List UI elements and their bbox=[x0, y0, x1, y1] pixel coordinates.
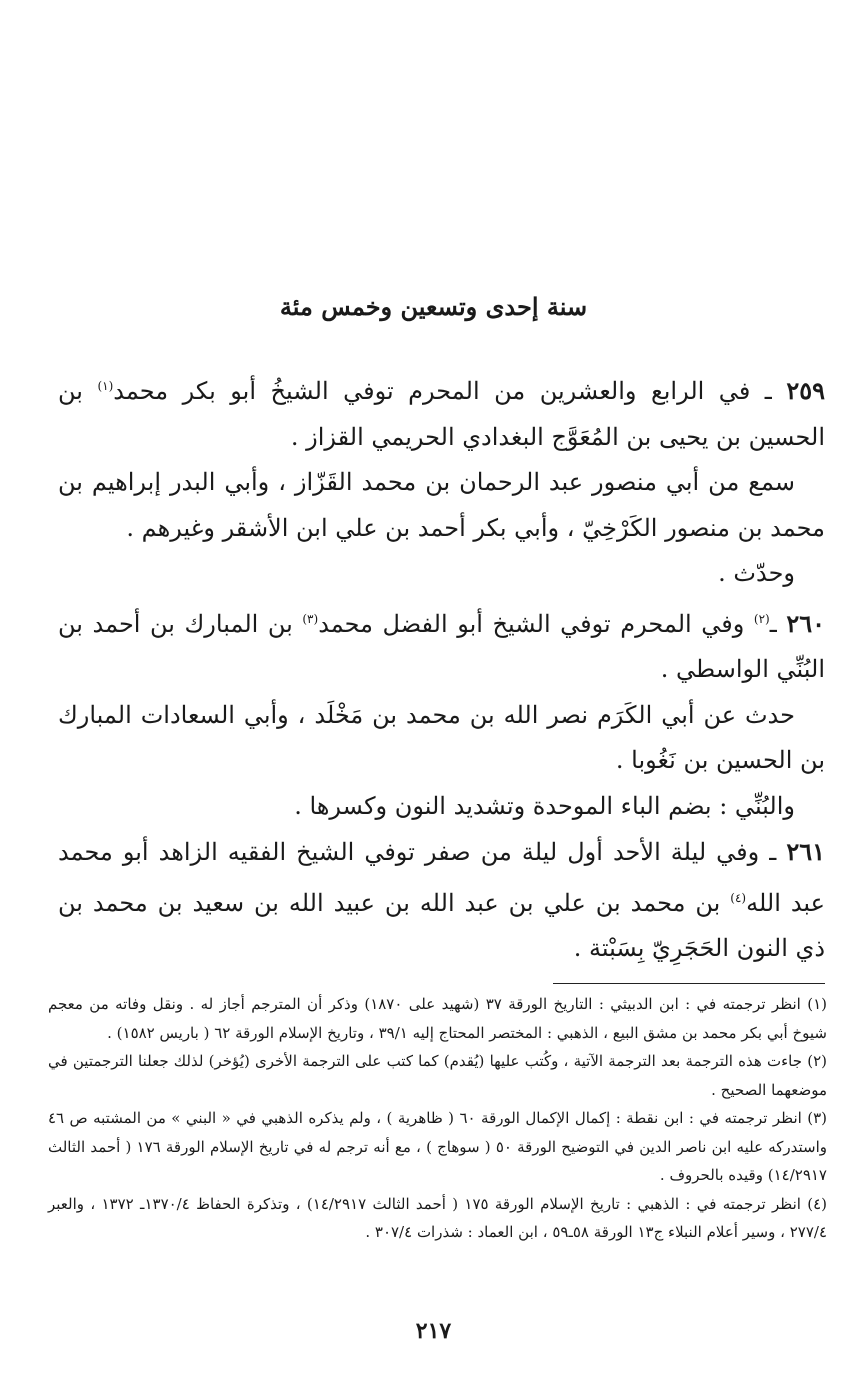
footnote-ref: (١) bbox=[97, 379, 114, 393]
entry-text: بن محمد بن علي بن عبد الله بن عبيد الله بن سعيد بن محمد بن ذي النون الحَجَرِيّ بِسَبْتة . bbox=[58, 888, 825, 962]
entry-260-paragraph-1: ٢٦٠ ـ$^{(٢)}$ وفي المحرم توفي الشيخ أبو الفضل محمد$^{(٣)}$ بن المبارك بن أحمد بن البُنِّي الواسطي . bbox=[58, 608, 825, 683]
entry-number: ٢٦١ bbox=[786, 837, 825, 866]
entry-261-paragraph-1 bbox=[58, 829, 825, 972]
entry-text: بن الحسين بن يحيى بن المُعَوَّج البغدادي الحريمي القزاز . bbox=[58, 377, 825, 451]
footnote-3: (٣) انظر ترجمته في : ابن نقطة : إكمال الإكمال الورقة ٦٠ ( ظاهرية ) ، ولم يذكره الذهبي في « البني » من المشتبه ص ٤٦ واستدركه عليه ابن ناصر الدين في التوضيح الورقة ٥٠ ( سوهاج ) ، مع أنه ترجم له في تاريخ الإسلام الورقة ١٧٦ ( أحمد الثالث ١٤/٢٩١٧) وقيده بالحروف . bbox=[48, 1109, 828, 1184]
main-text bbox=[58, 364, 825, 972]
entry-text: ـ وفي ليلة الأحد أول ليلة من صفر توفي الشيخ الفقيه الزاهد أبو محمد عبد الله bbox=[58, 838, 825, 917]
entry-number: ٢٦٠ bbox=[786, 608, 825, 638]
entry-260-paragraph-3: والبُنِّي : بضم الباء الموحدة وتشديد النون وكسرها . bbox=[294, 791, 795, 820]
footnotes bbox=[48, 990, 827, 1247]
entry-259-paragraph-3: وحدّث . bbox=[718, 559, 795, 587]
entry-260-paragraph-2: حدث عن أبي الكَرَم نصر الله بن محمد بن مَخْلَد ، وأبي السعادات المبارك بن الحسين بن نَغُوبا . bbox=[58, 700, 825, 774]
entry-text: وفي المحرم توفي الشيخ أبو الفضل محمد bbox=[318, 609, 745, 638]
page-heading: سنة إحدى وتسعين وخمس مئة bbox=[279, 292, 588, 321]
entry-259-paragraph-2: سمع من أبي منصور عبد الرحمان بن محمد القَزّاز ، وأبي البدر إبراهيم بن محمد بن منصور الكَرْخِيّ ، وأبي بكر أحمد بن علي ابن الأشقر وغيرهم . bbox=[58, 468, 825, 542]
page-number: ٢١٧ bbox=[415, 1318, 452, 1344]
footnote-ref: (٤) bbox=[730, 890, 747, 905]
entry-259-paragraph-1 bbox=[58, 364, 825, 460]
footnote-4: (٤) انظر ترجمته في : الذهبي : تاريخ الإسلام الورقة ١٧٥ ( أحمد الثالث ١٤/٢٩١٧) ، وتذكرة الحفاظ ١٣٧٠/٤ـ ١٣٧٢ ، والعبر ٢٧٧/٤ ، وسير أعلام النبلاء ج١٣ الورقة ٥٨ـ٥٩ ، ابن العماد : شذرات ٣٠٧/٤ . bbox=[48, 1194, 828, 1241]
footnote-ref: (٢) bbox=[753, 611, 770, 626]
entry-text: بن المبارك بن أحمد بن البُنِّي الواسطي . bbox=[58, 609, 825, 683]
footnote-2: (٢) جاءت هذه الترجمة بعد الترجمة الآتية ، وكُتب عليها (يُقدم) كما كتب على الترجمة الأخرى (يُؤخر) لذلك جعلنا الترجمتين في موضعهما الصحيح . bbox=[48, 1052, 827, 1099]
footnote-ref: (٣) bbox=[302, 611, 319, 626]
entry-text: ـ في الرابع والعشرين من المحرم توفي الشيخُ أبو بكر محمد bbox=[113, 377, 772, 405]
entry-number: ٢٥٩ bbox=[786, 376, 825, 405]
footnote-divider bbox=[553, 983, 825, 984]
footnote-1: (١) انظر ترجمته في : ابن الدبيثي : التاريخ الورقة ٣٧ (شهيد على ١٨٧٠) وذكر أن المترجم أجاز له . ونقل وفاته من معجم شيوخ أبي بكر محمد بن مشق البيع ، الذهبي : المختصر المحتاج إليه ٣٩/١ ، وتاريخ الإسلام الورقة ٦٢ ( باريس ١٥٨٢) . bbox=[48, 995, 827, 1042]
